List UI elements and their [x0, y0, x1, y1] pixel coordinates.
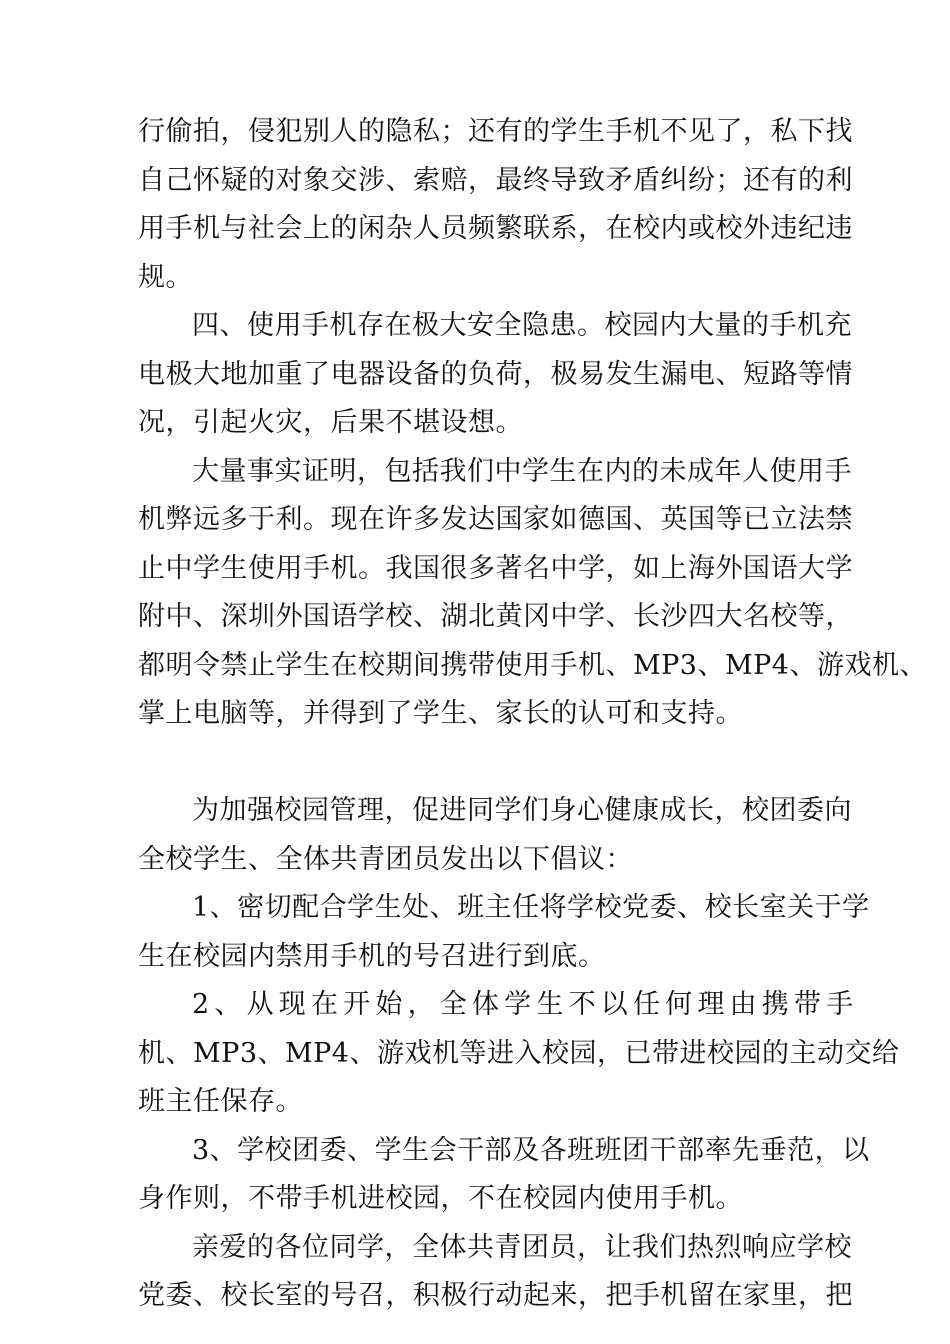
text-line: 止中学生使用手机。我国很多著名中学，如上海外国语大学	[138, 552, 853, 584]
text-line: 用手机与社会上的闲杂人员频繁联系，在校内或校外违纪违	[138, 213, 853, 244]
paragraph-item-3	[138, 1127, 870, 1224]
text-line: 生在校园内禁用手机的号召进行到底。	[138, 940, 606, 972]
text-line: 身作则，不带手机进校园，不在校园内使用手机。	[138, 1183, 743, 1214]
text-line: 全校学生、全体共青团员发出以下倡议：	[138, 843, 633, 875]
text-line: 亲爱的各位同学，全体共青团员，让我们热烈响应学校	[192, 1231, 852, 1263]
paragraph-closing-appeal	[138, 1224, 853, 1321]
document-page	[138, 108, 927, 1321]
text-line: 为加强校园管理，促进同学们身心健康成长，校团委向	[192, 795, 852, 826]
text-line: 班主任保存。	[138, 1086, 303, 1117]
text-line: 党委、校长室的号召，积极行动起来，把手机留在家里，把	[138, 1280, 853, 1311]
paragraph-item-2	[138, 981, 900, 1127]
text-line: 都明令禁止学生在校期间携带使用手机、MP3、MP4、游戏机、	[138, 649, 927, 681]
text-line: 机弊远多于利。现在许多发达国家如德国、英国等已立法禁	[138, 504, 853, 535]
text-line: 况，引起火灾，后果不堪设想。	[138, 407, 523, 438]
paragraph-proposal-intro	[138, 787, 852, 884]
text-line	[138, 739, 828, 788]
text-line: 电极大地加重了电器设备的负荷，极易发生漏电、短路等情	[138, 358, 853, 390]
text-line: 机、MP3、MP4、游戏机等进入校园，已带进校园的主动交给	[138, 1037, 900, 1069]
text-line: 附中、深圳外国语学校、湖北黄冈中学、长沙四大名校等，	[138, 601, 853, 632]
paragraph-privacy-issues	[138, 108, 853, 302]
text-line: 规。	[138, 261, 193, 293]
text-line: 1、密切配合学生处、班主任将学校党委、校长室关于学	[192, 892, 870, 923]
text-line: 掌上电脑等，并得到了学生、家长的认可和支持。	[138, 698, 743, 729]
paragraph-facts-evidence	[138, 448, 927, 788]
text-line: 2、从现在开始，全体学生不以任何理由携带手	[192, 989, 859, 1020]
text-line: 行偷拍，侵犯别人的隐私；还有的学生手机不见了，私下找	[138, 116, 853, 147]
text-line: 自己怀疑的对象交涉、索赔，最终导致矛盾纠纷；还有的利	[138, 164, 853, 196]
text-line: 大量事实证明，包括我们中学生在内的未成年人使用手	[192, 455, 852, 487]
text-line: 3、学校团委、学生会干部及各班班团干部率先垂范，以	[192, 1134, 870, 1166]
paragraph-safety-hazard	[138, 302, 853, 448]
text-line: 四、使用手机存在极大安全隐患。校园内大量的手机充	[192, 310, 852, 341]
paragraph-item-1	[138, 884, 870, 981]
